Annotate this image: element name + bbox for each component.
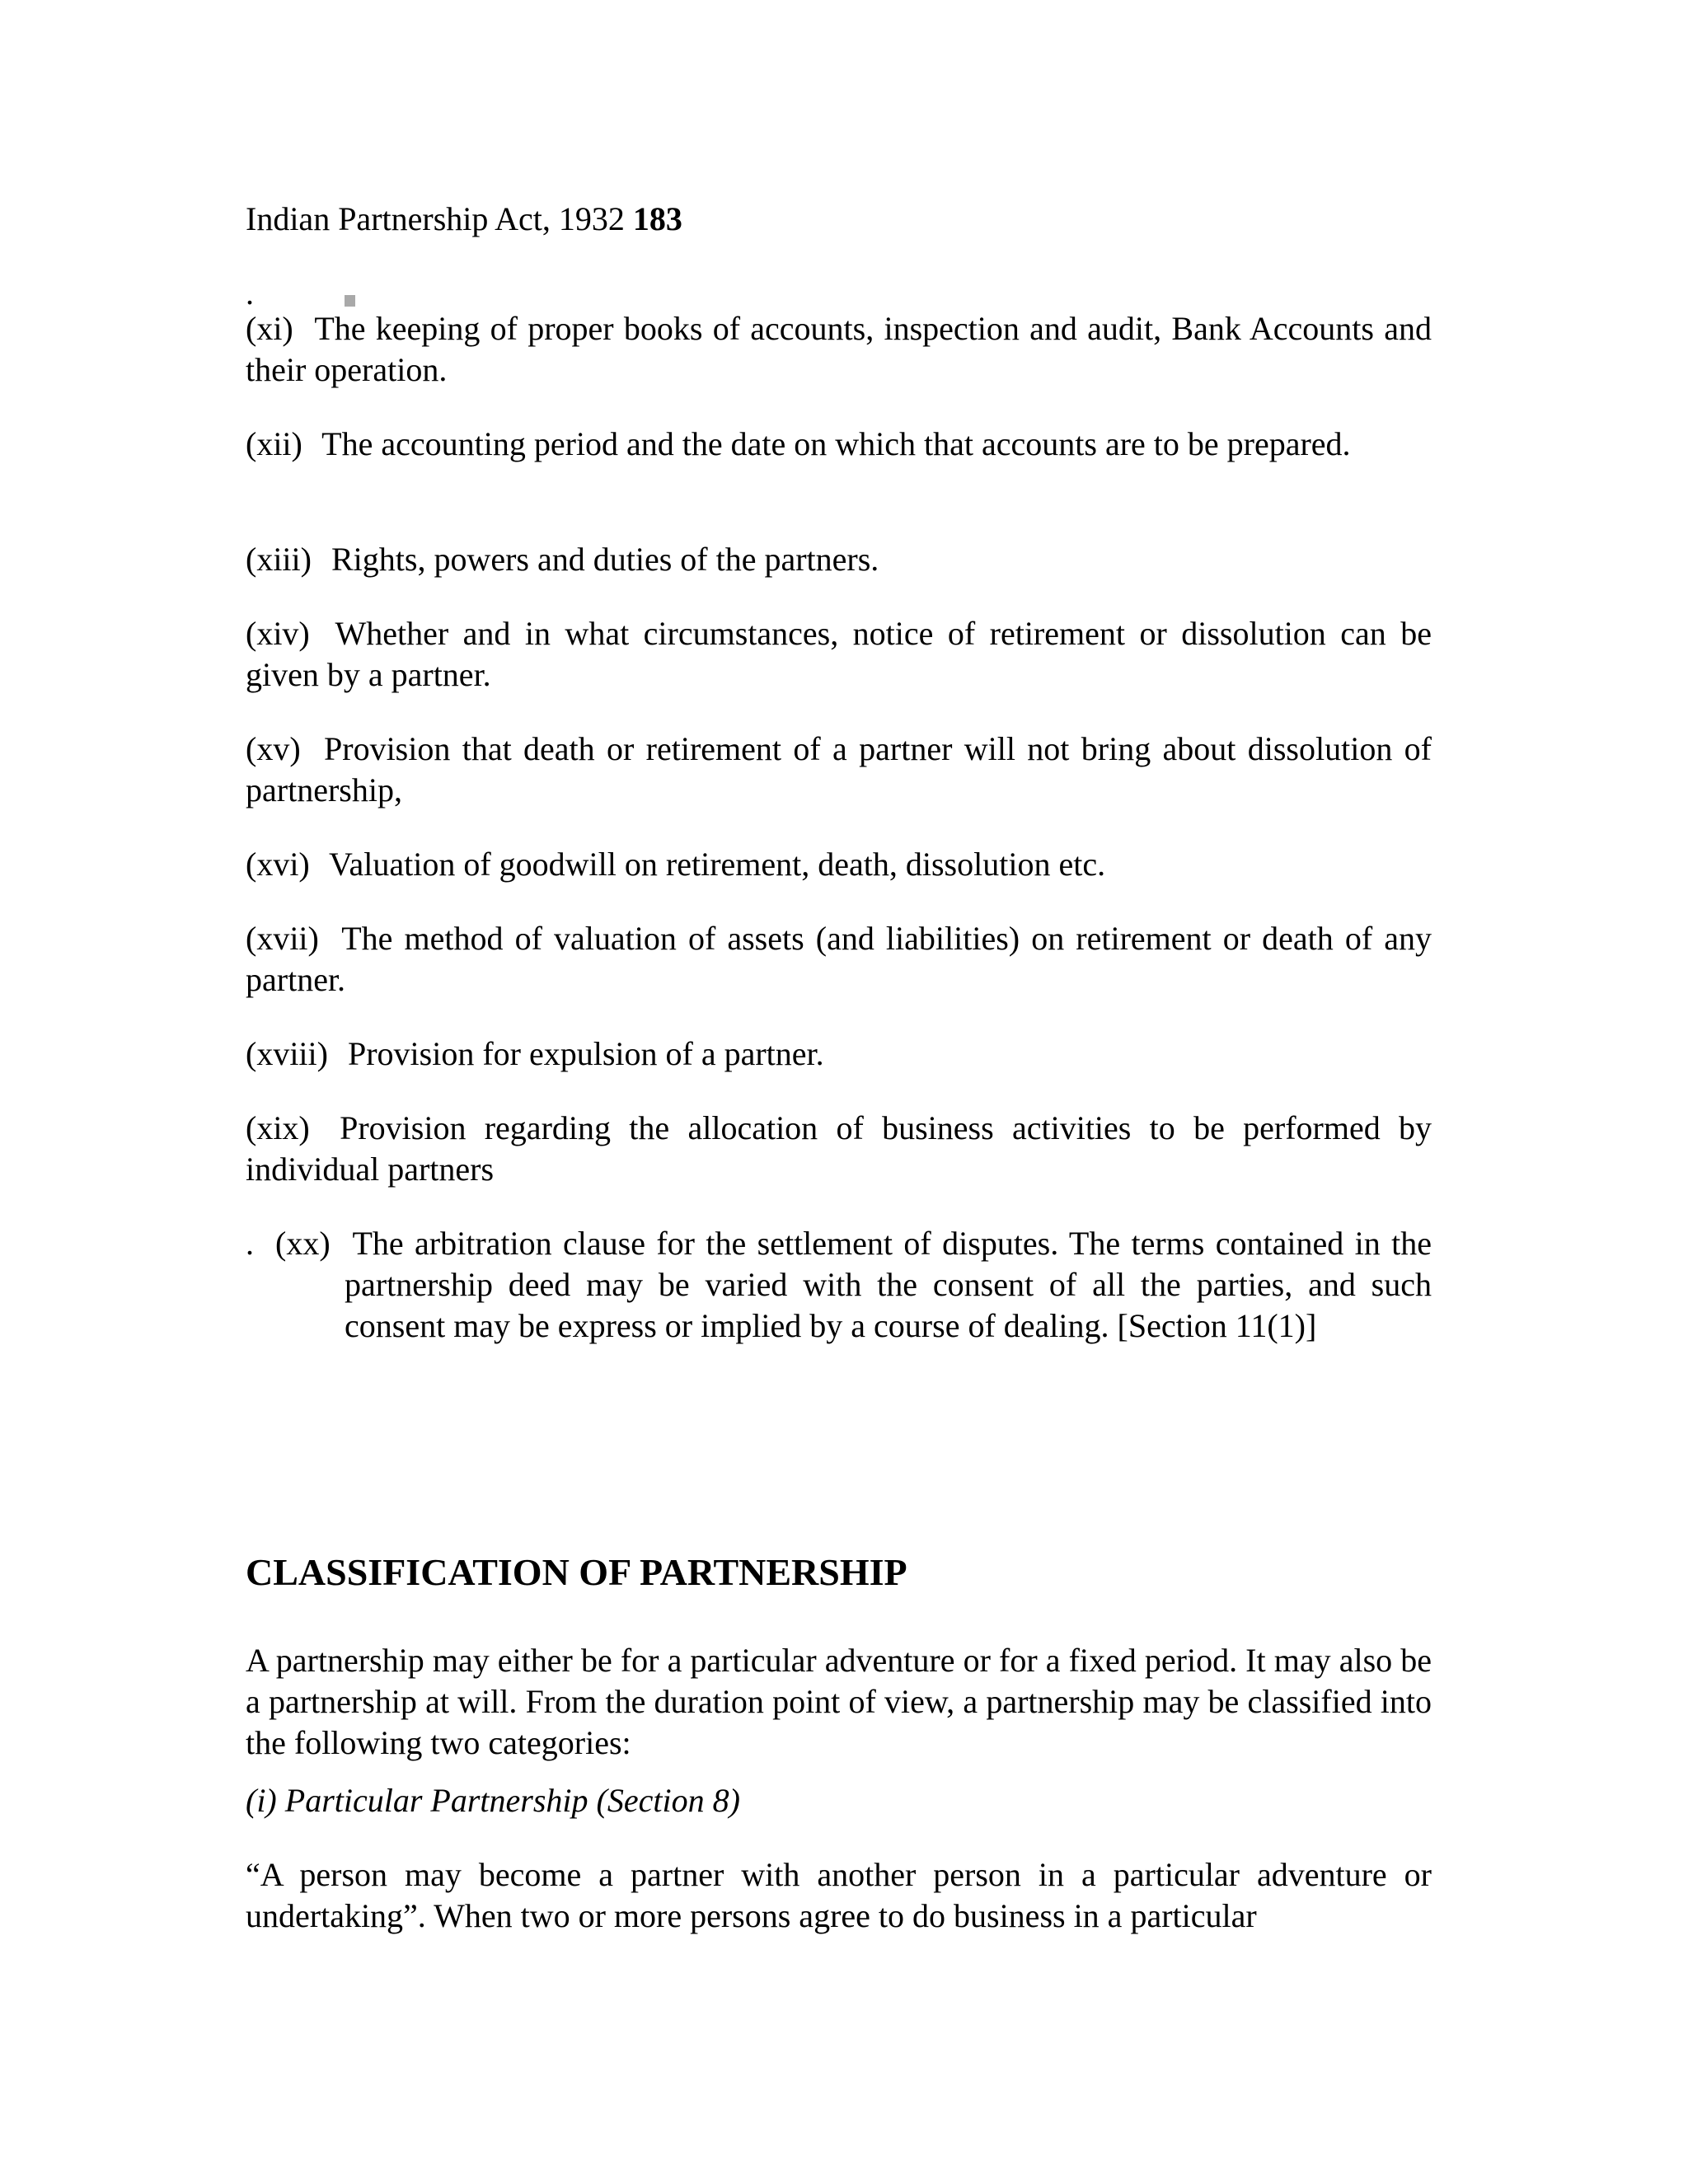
item-number: (xvii) — [246, 920, 319, 957]
item-text: The method of valuation of assets (and liabilities) on retirement or death of any partner. — [246, 920, 1432, 998]
page-number: 183 — [632, 200, 682, 237]
item-number: (xi) — [246, 310, 293, 347]
stray-dot: . — [246, 274, 254, 312]
item-text: The accounting period and the date on which that accounts are to be prepared. — [321, 425, 1351, 462]
list-item — [246, 308, 1432, 391]
list-item — [246, 1108, 1432, 1190]
item-text: The keeping of proper books of accounts, inspection and audit, Bank Accounts and their operation. — [246, 310, 1432, 388]
item-number: (xviii) — [246, 1035, 328, 1072]
item-text: Provision regarding the allocation of business activities to be performed by individual partners — [246, 1109, 1432, 1188]
item-number: (xiv) — [246, 615, 310, 652]
item-number: (xix) — [246, 1109, 310, 1146]
list-item — [246, 729, 1432, 811]
list-item-last — [246, 1223, 1432, 1347]
item-number: (xx) — [275, 1225, 331, 1262]
item-text: Valuation of goodwill on retirement, death, dissolution etc. — [329, 846, 1106, 883]
quote-paragraph: “A person may become a partner with another person in a particular adventure or undertaking”. When two or more persons agree to do business in a particular — [246, 1856, 1432, 1934]
section-intro: A partnership may either be for a particular adventure or for a fixed period. It may also be a partnership at will. From the duration point of view, a partnership may be classified into the following two categories: — [246, 1642, 1432, 1761]
item-number: (xii) — [246, 425, 302, 462]
list-item — [246, 918, 1432, 1001]
item-text: Whether and in what circumstances, notice of retirement or dissolution can be given by a partner. — [246, 615, 1432, 693]
item-text: Provision that death or retirement of a partner will not bring about dissolution of partnership, — [246, 730, 1432, 808]
item-body — [275, 1223, 1432, 1347]
subheading: (i) Particular Partnership (Section 8) — [246, 1782, 740, 1819]
section-title: CLASSIFICATION OF PARTNERSHIP — [246, 1551, 907, 1593]
list-item — [246, 1033, 1432, 1075]
list-item — [246, 539, 1432, 580]
item-number: (xiii) — [246, 541, 312, 578]
leading-dot: . — [246, 1225, 254, 1262]
item-text: The arbitration clause for the settlement of disputes. The terms contained in the partnership deed may be varied with the consent of all the parties, and such consent may be express or implied by a course of dealing. [Section 11(1)] — [345, 1225, 1432, 1344]
item-text: Rights, powers and duties of the partners. — [331, 541, 879, 578]
item-number: (xvi) — [246, 846, 310, 883]
header-title: Indian Partnership Act, 1932 — [246, 200, 625, 237]
item-number: (xv) — [246, 730, 301, 767]
list-item — [246, 613, 1432, 696]
item-text: Provision for expulsion of a partner. — [347, 1035, 824, 1072]
list-item — [246, 424, 1432, 465]
page-header — [246, 199, 682, 239]
list-item — [246, 844, 1432, 885]
scan-artifact-mark — [345, 295, 355, 307]
